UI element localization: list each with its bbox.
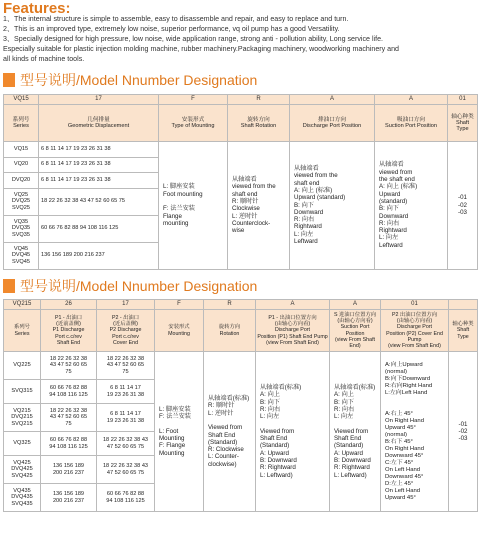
series-cell: VQ15 [4,142,39,158]
code-cell: 01 [448,95,478,105]
feature-line: 3、Specially designed for high pressure, low noise, wide application range, strong anti - pollution ability, Long service life. [3,34,383,43]
header-cell: 旋转方向 Rotation [204,310,256,352]
discharge-cell: 从轴端看 viewed from the shaft end A: 向上 (标准) Upward (standard) B: 向下 Downward R: 向右 Rightward L: 向左 Leftward [290,142,375,270]
header-cell: 安装形式 Mounting [155,310,204,352]
series-cell: VQ215 DVQ215 SVQ215 [4,404,41,432]
rotation-cell: 从轴端看 viewed from the shaft end R: 顺时针 Clockwise L: 逆时针 Counterclock- wise [228,142,290,270]
series-cell: VQ425 DVQ425 SVQ425 [4,456,41,484]
section2-title: 型号说明/Model Nnumber Designation [20,278,258,294]
header-cell: P2 出油口位置方向 (由轴心方向看) Discharge Port Position (P2) Cover End Pump (view From Shaft End) [381,310,449,352]
suction-cell: 从轴端看 viewed from the shaft end A: 向上 (标准) Upward (standard) B: 向下 Downward R: 向右 Rightward L: 向左 Leftward [375,142,448,270]
header-cell: P1 - 出油口 (近前盖侧) P1 Discharge Port c.c/rev Shaft End [41,310,97,352]
feature-line: Especially suitable for plastic injection molding machine, rubber machinery.Packaging machinery, woodworking machinery and [3,44,399,53]
p1-position-cell: 从轴端看(标准) A: 向上 B: 向下 R: 向右 L: 向左 Viewed from Shaft End (Standard) A: Upward B: Downward R: Rightward L: Leftward) [256,352,330,512]
p2-position-cell: A:向上Upward (normal) B:向下Downward R:右向Right Hand L:左向Left Hand A:右上 45° On Right Hand Upward 45° (normal) B:右下 45° On Right Hand Downward 45° C:左下 45° On Left Hand Downward 45° D:左上 45° On Left Hand Upward 45° [381,352,449,512]
section-marker [3,279,15,293]
displacement-cell: 6 8 11 14 17 19 23 26 31 38 [39,157,159,173]
feature-line: 2、This is an improved type, extremely low noise, superior performance, vq oil pump has a good Versatility. [3,24,340,33]
section1-heading [3,71,257,89]
code-cell: 26 [41,300,97,310]
model-table-double [3,299,478,512]
p1-displacement-cell: 60 66 76 82 88 94 108 116 125 [41,380,97,404]
features-title: Features: [3,0,71,17]
p1-displacement-cell: 18 22 26 32 38 43 47 52 60 65 75 [41,352,97,380]
series-cell: VQ325 [4,432,41,456]
section1-title: 型号说明/Model Nnumber Designation [20,72,258,88]
header-cell: 几何排量 Geometric Displacement [39,105,159,142]
p2-displacement-cell: 18 22 26 32 38 43 47 52 60 65 75 [97,432,155,456]
p2-displacement-cell: 60 66 76 82 88 94 108 116 125 [97,484,155,512]
section2-heading [3,277,257,295]
displacement-cell: 60 66 76 82 88 94 108 116 125 [39,215,159,242]
code-cell: A [330,300,381,310]
series-cell: DVQ20 [4,173,39,189]
series-cell: VQ25 DVQ25 SVQ25 [4,188,39,215]
p2-displacement-cell: 6 8 11 14 17 19 23 26 31 38 [97,404,155,432]
header-cell: P1 - 出油口位置方向 (由轴心方向看) Discharge Port Position (P1) Shaft End Pump (view From Shaft End) [256,310,330,352]
mounting-cell: L: 脚座安装 Foot mounting F: 法兰安装 Flange mounting [159,142,228,270]
code-cell: A [290,95,375,105]
displacement-cell: 6 8 11 14 17 19 23 26 31 38 [39,142,159,158]
shaft-type-cell: -01 -02 -03 [449,352,478,512]
code-cell: F [159,95,228,105]
header-cell: 安装形式 Type of Mounting [159,105,228,142]
shaft-type-cell: -01 -02 -03 [448,142,478,270]
p1-displacement-cell: 18 22 26 32 38 43 47 52 60 65 75 [41,404,97,432]
rotation-cell: 从轴端看(标准) R: 顺时针 L: 逆时针 Viewed from Shaft End (Standard) R: Clockwise L: Counter- clockwise) [204,352,256,512]
code-cell [449,300,478,310]
header-cell: 排油口方向 Discharge Port Position [290,105,375,142]
header-cell: P2 - 出油口 (近后盖侧) P2 Discharge Port c.c/rev Cover End [97,310,155,352]
code-cell: A [256,300,330,310]
displacement-cell: 6 8 11 14 17 19 23 26 31 38 [39,173,159,189]
code-cell: 17 [39,95,159,105]
code-cell: 01 [381,300,449,310]
mounting-cell: L: 脚座安装 F: 法兰安装 L: Foot Mounting F: Flange Mounting [155,352,204,512]
header-cell: S 进油口位置方向 (由轴心方向看) Suction Port Position (view From Shaft End) [330,310,381,352]
features-list [3,15,477,65]
series-cell: VQ35 DVQ35 SVQ35 [4,215,39,242]
code-cell: R [204,300,256,310]
p2-displacement-cell: 18 22 26 32 38 43 47 52 60 65 75 [97,352,155,380]
p1-displacement-cell: 136 156 189 200 216 237 [41,456,97,484]
series-cell: VQ45 DVQ45 SVQ45 [4,242,39,269]
code-cell: F [155,300,204,310]
series-cell: VQ435 DVQ435 SVQ435 [4,484,41,512]
code-cell: VQ215 [4,300,41,310]
header-cell: 吸油口方向 Suction Port Position [375,105,448,142]
code-cell: VQ15 [4,95,39,105]
code-cell: A [375,95,448,105]
p2-displacement-cell: 6 8 11 14 17 19 23 26 31 38 [97,380,155,404]
feature-line: all kinds of machine tools. [3,54,85,63]
code-cell: R [228,95,290,105]
suction-position-cell: 从轴端看(标准) A: 向上 B: 向下 R: 向右 L: 向左 Viewed from Shaft End (Standard) A: Upward B: Downward R: Rightward L: Leftward) [330,352,381,512]
feature-line: 1、The internal structure is simple to assemble, easy to disassemble and repair, and easy to replace and turn. [3,15,349,23]
displacement-cell: 136 156 189 200 216 237 [39,242,159,269]
section-marker [3,73,15,87]
series-cell: VQ225 [4,352,41,380]
series-cell: VQ20 [4,157,39,173]
series-cell: SVQ315 [4,380,41,404]
header-cell: 旋转方向 Shaft Rotation [228,105,290,142]
p1-displacement-cell: 136 156 189 200 216 237 [41,484,97,512]
header-cell: 系列号 Series [4,105,39,142]
model-table-single [3,94,478,270]
p1-displacement-cell: 60 66 76 82 88 94 108 116 125 [41,432,97,456]
header-cell: 系列号 Series [4,310,41,352]
header-cell: 轴心种类 Shaft Type [448,105,478,142]
displacement-cell: 18 22 26 32 38 43 47 52 60 65 75 [39,188,159,215]
p2-displacement-cell: 18 22 26 32 38 43 47 52 60 65 75 [97,456,155,484]
header-cell: 轴心种类 Shaft Type [449,310,478,352]
code-cell: 17 [97,300,155,310]
